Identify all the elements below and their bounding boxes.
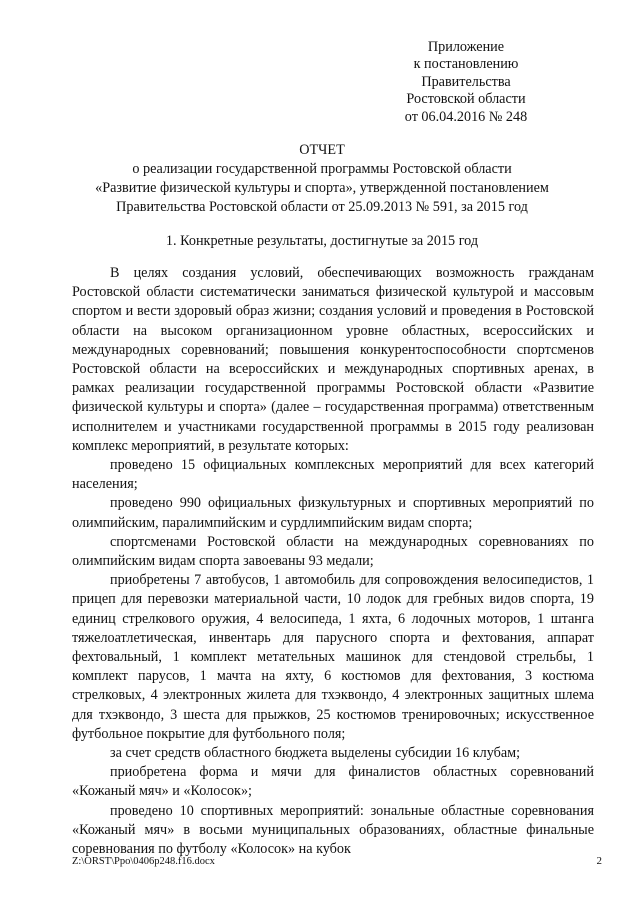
report-title-line: о реализации государственной программы Ростовской области bbox=[132, 161, 512, 177]
report-heading: ОТЧЕТ bbox=[299, 142, 345, 158]
report-body bbox=[72, 264, 594, 859]
section-heading: 1. Конкретные результаты, достигнутые за 2015 год bbox=[165, 233, 479, 249]
paragraph: проведено 10 спортивных мероприятий: зональные областные соревнования «Кожаный мяч» в восьми муниципальных образованиях, областные финальные соревнования по футболу «Колосок» на кубок bbox=[72, 802, 594, 858]
appendix-line: к постановлению bbox=[413, 56, 519, 73]
report-title-line: Правительства Ростовской области от 25.09.2013 № 591, за 2015 год bbox=[116, 199, 528, 215]
paragraph: приобретена форма и мячи для финалистов областных соревнований «Кожаный мяч» и «Колосок»; bbox=[72, 764, 594, 800]
appendix-line: Приложение bbox=[427, 39, 505, 55]
page-number: 2 bbox=[596, 855, 602, 867]
paragraph: приобретены 7 автобусов, 1 автомобиль для сопровождения велосипедистов, 1 прицеп для перевозки материальной части, 10 лодок для гребных видов спорта, 19 единиц стрелкового оружия, 4 велосипеда, 1 яхта, 6 лодочных моторов, 1 штанга тяжелоатлетическая, инвентарь для парусного спорта и фехтования, аппарат фехтовальный, 1 комплект метательных машинок для стендовой стрельбы, 1 комплект парусов, 1 мачта на яхту, 6 костюмов для фехтования, 3 костюма стрелковых, 4 электронных жилета для тхэквондо, 4 электронных защитных шлема для тхэквондо, 3 шеста для прыжков, 25 костюмов тренировочных; искусственное футбольное покрытие для футбольного поля; bbox=[72, 572, 594, 742]
appendix-line: Правительства bbox=[421, 73, 511, 90]
appendix-block bbox=[366, 39, 566, 126]
paragraph: проведено 15 официальных комплексных мероприятий для всех категорий населения; bbox=[72, 457, 594, 493]
footer-file-path: Z:\ORST\Ppo\0406p248.f16.docx bbox=[72, 856, 215, 867]
appendix-line: Ростовской области bbox=[406, 91, 526, 108]
paragraph: проведено 990 официальных физкультурных и спортивных мероприятий по олимпийским, паралимпийским и сурдлимпийским видам спорта; bbox=[72, 495, 594, 531]
paragraph: В целях создания условий, обеспечивающих возможность гражданам Ростовской области систематически заниматься физической культурой и массовым спортом и вести здоровый образ жизни; создания условий и проведения в Ростовской области на высоком организационном уровне областных, всероссийских и международных соревнований; повышения конкурентоспособности спортсменов Ростовской области на всероссийских и международных спортивных аренах, в рамках реализации государственной программы Ростовской области «Развитие физической культуры и спорта» (далее – государственная программа) ответственным исполнителем и участниками государственной программы в 2015 году реализован комплекс мероприятий, в результате которых: bbox=[72, 265, 594, 454]
appendix-line: от 06.04.2016 № 248 bbox=[404, 108, 528, 125]
paragraph: спортсменами Ростовской области на международных соревнованиях по олимпийским видам спорта завоеваны 93 медали; bbox=[72, 533, 594, 570]
paragraph: за счет средств областного бюджета выделены субсидии 16 клубам; bbox=[110, 745, 521, 762]
report-title-line: «Развитие физической культуры и спорта», утвержденной постановлением bbox=[95, 180, 549, 196]
report-title bbox=[72, 141, 572, 217]
